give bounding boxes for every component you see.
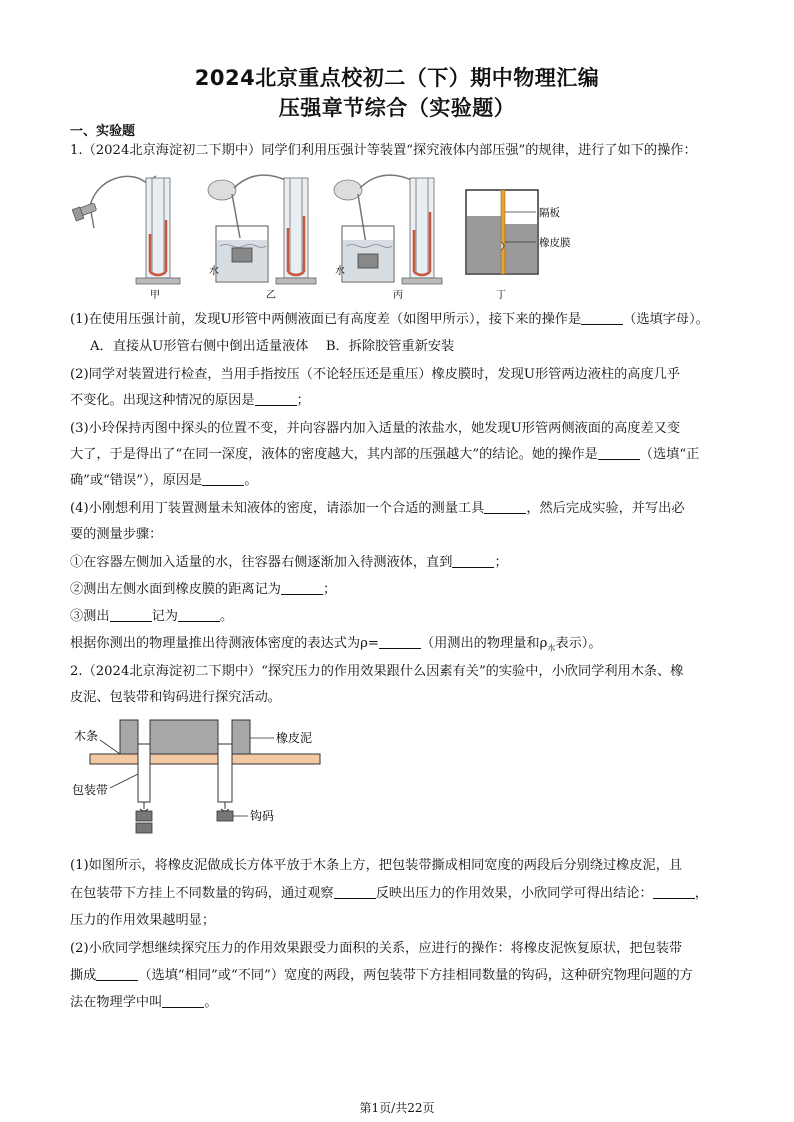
weight-icon — [136, 811, 152, 821]
answer-blank[interactable] — [452, 555, 494, 568]
q1-part1-text-end: （选填字母）。 — [623, 312, 709, 327]
q1-part3-text-end: 。 — [244, 473, 258, 488]
q2-part1-text-mid: 反映出压力的作用效果，小欣同学可得出结论： — [375, 886, 653, 901]
q2-part2-text: 撕成 — [70, 968, 97, 983]
fig-label-weight: 钩码 — [250, 809, 275, 823]
section-heading: 一、实验题 — [70, 124, 136, 139]
fig-bing-setup — [334, 175, 442, 284]
q1-expr-end: 表示）。 — [555, 636, 602, 651]
q1-stem: 1.（2024北京海淀初二下期中）同学们利用压强计等装置“探究液体内部压强”的规律，进行了如下的操作： — [70, 143, 697, 158]
q1-step1 — [70, 554, 730, 572]
fig-label-water2: 水 — [335, 266, 345, 277]
q1-part2-line2 — [70, 392, 730, 410]
q1-part3-line2 — [70, 446, 730, 464]
answer-blank[interactable] — [96, 968, 138, 981]
q1-expr-mid: （用测出的物理量和ρ — [420, 636, 548, 651]
q1-step2 — [70, 581, 730, 599]
q2-part2-text-mid: （选填“相同”或“不同”）宽度的两段，两包装带下方挂相同数量的钩码，这种研究物理问题的方 — [138, 968, 693, 983]
answer-blank[interactable] — [598, 447, 640, 460]
fig-label-ding: 丁 — [496, 290, 506, 300]
q2-part1-line3: 压力的作用效果越明显； — [70, 913, 216, 928]
q2-part2-text2: 法在物理学中叫 — [70, 995, 163, 1010]
q1-part2-line1: (2)同学对装置进行检查，当用手指按压（不论轻压还是重压）橡皮膜时，发现U形管两边液柱的高度几乎 — [70, 367, 681, 382]
fig-label-wood: 木条 — [74, 729, 99, 743]
fig-jia-manometer — [72, 176, 180, 284]
q1-step3 — [70, 608, 730, 626]
fig-label-partition: 隔板 — [539, 207, 560, 219]
q1-part1 — [70, 311, 730, 329]
fig-yi-setup — [208, 175, 316, 284]
answer-blank[interactable] — [162, 995, 204, 1008]
q2-part2-line1: (2)小欣同学想继续探究压力的作用效果跟受力面积的关系，应进行的操作：将橡皮泥恢复原状，把包装带 — [70, 941, 683, 956]
answer-blank[interactable] — [334, 886, 376, 899]
q1-figure — [70, 168, 610, 300]
q1-part3-text: 大了，于是得出了“在同一深度，液体的密度越大，其内部的压强越大”的结论。她的操作是 — [70, 447, 598, 462]
q2-part2-line2 — [70, 967, 730, 985]
q1-part3-line3 — [70, 472, 730, 490]
q1-options: A．直接从U形管右侧中倒出适量液体 B．拆除胶管重新安装 — [90, 339, 455, 354]
q1-part2-text: 不变化。出现这种情况的原因是 — [70, 393, 255, 408]
q1-step2-text: ②测出左侧水面到橡皮膜的距离记为 — [70, 582, 281, 597]
wood-strip — [90, 754, 320, 764]
q2-stem-line1: 2.（2024北京海淀初二下期中）“探究压力的作用效果跟什么因素有关”的实验中，小欣同学利用木条、橡 — [70, 664, 684, 679]
q1-step1-end: ； — [494, 555, 508, 570]
q1-part4-text-end: ，然后完成实验，并写出必 — [526, 501, 685, 516]
fig-label-bing: 丙 — [393, 290, 403, 300]
page-subtitle: 压强章节综合（实验题） — [278, 96, 516, 120]
answer-blank[interactable] — [379, 636, 421, 649]
q1-expression — [70, 635, 730, 658]
answer-blank[interactable] — [653, 886, 695, 899]
answer-blank[interactable] — [255, 393, 297, 406]
q2-part2-line3 — [70, 994, 730, 1012]
q1-step2-end: ； — [323, 582, 337, 597]
page-footer: 第1页/共22页 — [359, 1101, 435, 1115]
q2-part1-text-end: ， — [694, 886, 708, 901]
q1-part4-text: (4)小刚想利用丁装置测量未知液体的密度，请添加一个合适的测量工具 — [70, 501, 485, 516]
answer-blank[interactable] — [178, 609, 220, 622]
q1-part1-text: (1)在使用压强计前，发现U形管中两侧液面已有高度差（如图甲所示），接下来的操作是 — [70, 312, 582, 327]
q1-part2-text-end: ； — [296, 393, 310, 408]
q1-part3-text2: 确”或“错误”），原因是 — [70, 473, 203, 488]
q2-part1-text: 在包装带下方挂上不同数量的钩码，通过观察 — [70, 886, 334, 901]
weight-icon — [217, 811, 233, 821]
q2-figure — [70, 712, 340, 842]
q1-expr-text: 根据你测出的物理量推出待测液体密度的表达式为ρ= — [70, 636, 379, 651]
fig-ding-container — [466, 190, 538, 274]
answer-blank[interactable] — [202, 473, 244, 486]
page-title: 2024北京重点校初二（下）期中物理汇编 — [194, 66, 600, 90]
answer-blank[interactable] — [484, 501, 526, 514]
q1-step3-end: 。 — [219, 609, 234, 624]
answer-blank[interactable] — [581, 312, 623, 325]
q1-part3-line1: (3)小玲保持丙图中探头的位置不变，并向容器内加入适量的浓盐水，她发现U形管两侧液面的高度差又变 — [70, 421, 681, 436]
q2-part1-line1: (1)如图所示，将橡皮泥做成长方体平放于木条上方，把包装带撕成相同宽度的两段后分别绕过橡皮泥，且 — [70, 858, 683, 873]
q1-part4-line1 — [70, 500, 730, 518]
answer-blank[interactable] — [110, 609, 152, 622]
q1-part4-line2: 要的测量步骤： — [70, 527, 163, 542]
q1-step3-mid: 记为 — [151, 609, 178, 624]
fig-label-jia: 甲 — [150, 290, 160, 300]
q2-part2-text-end: 。 — [204, 995, 218, 1010]
answer-blank[interactable] — [281, 582, 323, 595]
fig-label-yi: 乙 — [266, 290, 276, 300]
q1-part3-text-mid: （选填“正 — [639, 447, 700, 462]
fig-label-band: 包装带 — [72, 783, 109, 797]
fig-label-water1: 水 — [209, 266, 219, 277]
q2-part1-line2 — [70, 885, 730, 903]
fig-label-membrane: 橡皮膜 — [539, 237, 571, 249]
q1-step1-text: ①在容器左侧加入适量的水，往容器右侧逐渐加入待测液体，直到 — [70, 555, 453, 570]
q1-step3-text: ③测出 — [70, 609, 110, 624]
fig-label-clay: 橡皮泥 — [276, 731, 313, 745]
weight-icon — [136, 823, 152, 833]
rho-water-subscript: 水 — [547, 643, 556, 653]
q2-stem-line2: 皮泥、包装带和钩码进行探究活动。 — [70, 690, 281, 705]
